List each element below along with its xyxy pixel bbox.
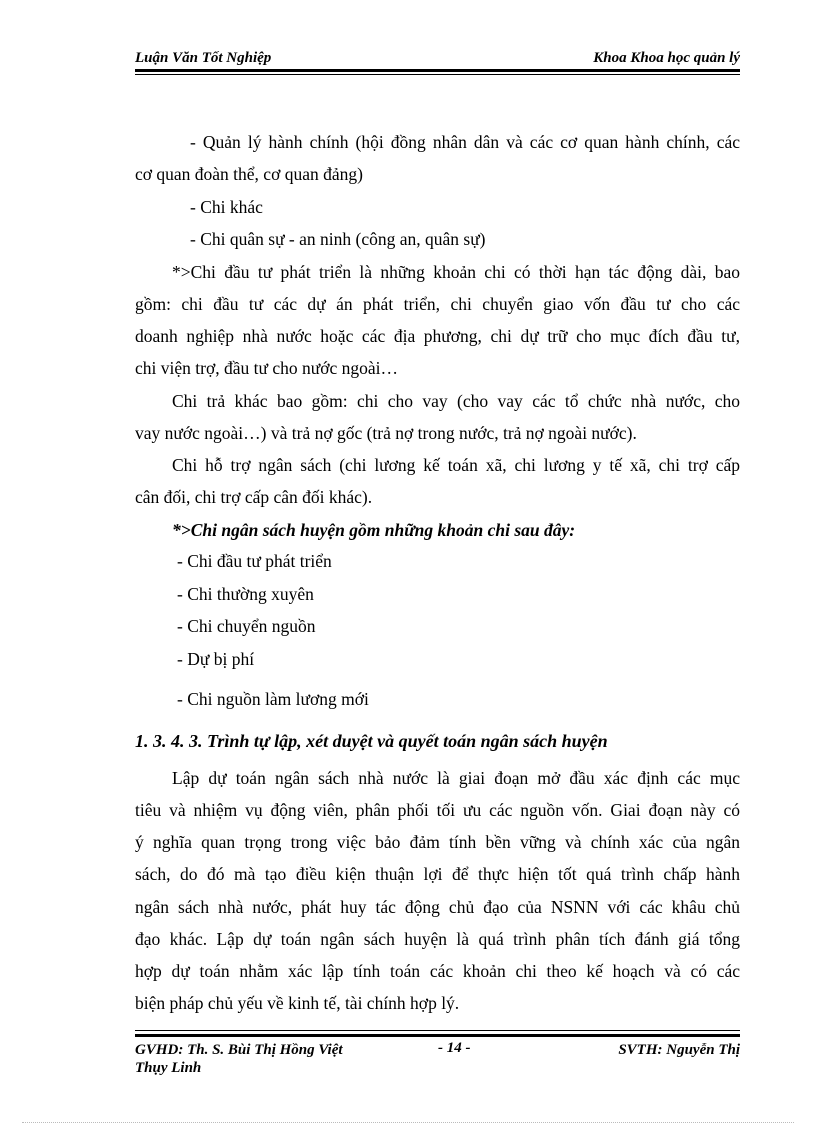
para-line: sách, do đó mà tạo điều kiện thuận lợi để thực hiện tốt quá trình chấp hành bbox=[135, 864, 740, 884]
footer-student: SVTH: Nguyễn Thị bbox=[618, 1042, 740, 1058]
header-left: Luận Văn Tốt Nghiệp bbox=[135, 50, 272, 66]
para-line: Lập dự toán ngân sách nhà nước là giai đoạn mở đầu xác định các mục bbox=[172, 768, 740, 788]
para-line: ngân sách nhà nước, phát huy tác động chủ đạo của NSNN với các khâu chủ bbox=[135, 897, 740, 917]
para-line: biện pháp chủ yếu về kinh tế, tài chính hợp lý. bbox=[135, 993, 460, 1013]
para-line: - Quản lý hành chính (hội đồng nhân dân và các cơ quan hành chính, các bbox=[190, 132, 740, 152]
header-rule-thick bbox=[135, 69, 740, 72]
footer-student-name-cont: Thụy Linh bbox=[135, 1060, 202, 1076]
footer-rule-thin bbox=[135, 1030, 740, 1031]
para-line: ý nghĩa quan trọng trong việc bảo đảm tính bền vững và chính xác của ngân bbox=[135, 832, 740, 852]
header-right: Khoa Khoa học quản lý bbox=[593, 50, 740, 66]
footer-rule-thick bbox=[135, 1034, 740, 1037]
para-line: Chi trả khác bao gồm: chi cho vay (cho vay các tổ chức nhà nước, cho bbox=[172, 391, 740, 411]
para-line: hợp dự toán nhằm xác lập tính toán các khoản chi theo kế hoạch và có các bbox=[135, 961, 740, 981]
para-line: đạo khác. Lập dự toán ngân sách huyện là quá trình phân tích đánh giá tổng bbox=[135, 929, 740, 949]
list-item: - Chi khác bbox=[190, 197, 263, 217]
list-item: - Dự bị phí bbox=[177, 649, 255, 669]
list-item: - Chi đầu tư phát triển bbox=[177, 551, 332, 571]
para-line: *>Chi đầu tư phát triển là những khoản chi có thời hạn tác động dài, bao bbox=[172, 262, 740, 282]
section-heading: 1. 3. 4. 3. Trình tự lập, xét duyệt và quyết toán ngân sách huyện bbox=[135, 731, 608, 751]
para-line: gồm: chi đầu tư các dự án phát triển, chi chuyển giao vốn đầu tư cho các bbox=[135, 294, 740, 314]
para-line: vay nước ngoài…) và trả nợ gốc (trả nợ trong nước, trả nợ ngoài nước). bbox=[135, 423, 637, 443]
page-number: - 14 - bbox=[438, 1040, 471, 1056]
para-line: cơ quan đoàn thể, cơ quan đảng) bbox=[135, 164, 363, 184]
para-line: Chi hỗ trợ ngân sách (chi lương kế toán xã, chi lương y tế xã, chi trợ cấp bbox=[172, 455, 740, 475]
list-item: - Chi nguồn làm lương mới bbox=[177, 689, 369, 709]
para-line: doanh nghiệp nhà nước hoặc các địa phương, chi dự trữ cho mục đích đầu tư, bbox=[135, 326, 740, 346]
header-rule-thin bbox=[135, 74, 740, 75]
para-line: chi viện trợ, đầu tư cho nước ngoài… bbox=[135, 358, 398, 378]
list-item: - Chi thường xuyên bbox=[177, 584, 314, 604]
footer-advisor: GVHD: Th. S. Bùi Thị Hồng Việt bbox=[135, 1042, 343, 1058]
para-line: cân đối, chi trợ cấp cân đối khác). bbox=[135, 487, 373, 507]
para-line: tiêu và nhiệm vụ động viên, phân phối tối ưu các nguồn vốn. Giai đoạn này có bbox=[135, 800, 740, 820]
list-item: - Chi chuyển nguồn bbox=[177, 616, 316, 636]
list-item: - Chi quân sự - an ninh (công an, quân sự) bbox=[190, 229, 486, 249]
sub-heading: *>Chi ngân sách huyện gồm những khoản chi sau đây: bbox=[172, 520, 576, 540]
